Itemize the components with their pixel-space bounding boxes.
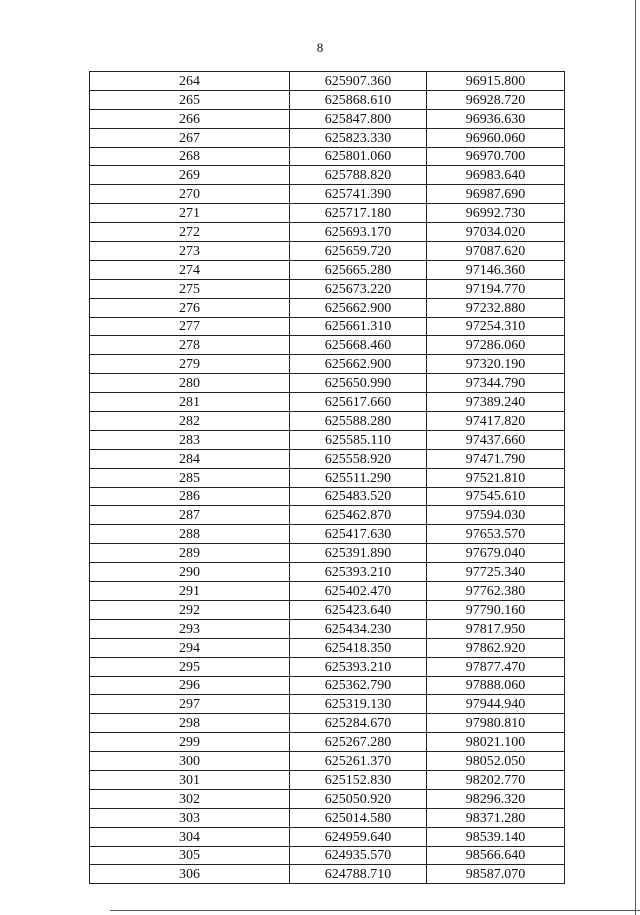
x-coordinate-cell: 625284.670 [290,714,427,733]
point-number-cell: 303 [90,808,290,827]
point-number-cell: 273 [90,242,290,261]
y-coordinate-cell: 97437.660 [427,430,565,449]
x-coordinate-cell: 625659.720 [290,242,427,261]
y-coordinate-cell: 96987.690 [427,185,565,204]
table-row [90,355,565,374]
y-coordinate-cell: 97034.020 [427,223,565,242]
point-number-cell: 301 [90,770,290,789]
point-number-cell: 293 [90,619,290,638]
y-coordinate-cell: 98371.280 [427,808,565,827]
table-row [90,204,565,223]
y-coordinate-cell: 96970.700 [427,147,565,166]
y-coordinate-cell: 98296.320 [427,789,565,808]
point-number-cell: 265 [90,90,290,109]
point-number-cell: 295 [90,657,290,676]
y-coordinate-cell: 97888.060 [427,676,565,695]
point-number-cell: 284 [90,449,290,468]
table-row [90,128,565,147]
y-coordinate-cell: 98539.140 [427,827,565,846]
x-coordinate-cell: 625801.060 [290,147,427,166]
table-row [90,449,565,468]
x-coordinate-cell: 625788.820 [290,166,427,185]
x-coordinate-cell: 625662.900 [290,298,427,317]
table-row [90,166,565,185]
y-coordinate-cell: 97594.030 [427,506,565,525]
y-coordinate-cell: 96983.640 [427,166,565,185]
y-coordinate-cell: 96992.730 [427,204,565,223]
y-coordinate-cell: 98052.050 [427,752,565,771]
table-row [90,374,565,393]
x-coordinate-cell: 625152.830 [290,770,427,789]
y-coordinate-cell: 97944.940 [427,695,565,714]
table-row [90,317,565,336]
point-number-cell: 296 [90,676,290,695]
point-number-cell: 289 [90,544,290,563]
point-number-cell: 285 [90,468,290,487]
x-coordinate-cell: 625650.990 [290,374,427,393]
y-coordinate-cell: 97254.310 [427,317,565,336]
point-number-cell: 287 [90,506,290,525]
point-number-cell: 275 [90,279,290,298]
y-coordinate-cell: 97320.190 [427,355,565,374]
y-coordinate-cell: 97194.770 [427,279,565,298]
table-row [90,733,565,752]
point-number-cell: 272 [90,223,290,242]
table-row [90,90,565,109]
x-coordinate-cell: 624935.570 [290,846,427,865]
x-coordinate-cell: 625483.520 [290,487,427,506]
point-number-cell: 269 [90,166,290,185]
y-coordinate-cell: 98021.100 [427,733,565,752]
table-row [90,393,565,412]
x-coordinate-cell: 625014.580 [290,808,427,827]
point-number-cell: 302 [90,789,290,808]
x-coordinate-cell: 625267.280 [290,733,427,752]
x-coordinate-cell: 625585.110 [290,430,427,449]
point-number-cell: 294 [90,638,290,657]
x-coordinate-cell: 625050.920 [290,789,427,808]
point-number-cell: 274 [90,260,290,279]
x-coordinate-cell: 625402.470 [290,582,427,601]
coordinates-table [89,71,565,884]
x-coordinate-cell: 625717.180 [290,204,427,223]
point-number-cell: 297 [90,695,290,714]
table-row [90,846,565,865]
y-coordinate-cell: 97471.790 [427,449,565,468]
y-coordinate-cell: 98566.640 [427,846,565,865]
table-row [90,72,565,91]
x-coordinate-cell: 625393.210 [290,563,427,582]
x-coordinate-cell: 625558.920 [290,449,427,468]
y-coordinate-cell: 97877.470 [427,657,565,676]
y-coordinate-cell: 97087.620 [427,242,565,261]
point-number-cell: 286 [90,487,290,506]
x-coordinate-cell: 625823.330 [290,128,427,147]
table-row [90,789,565,808]
y-coordinate-cell: 97653.570 [427,525,565,544]
x-coordinate-cell: 625261.370 [290,752,427,771]
point-number-cell: 276 [90,298,290,317]
table-row [90,147,565,166]
table-row [90,412,565,431]
y-coordinate-cell: 97980.810 [427,714,565,733]
point-number-cell: 288 [90,525,290,544]
table-row [90,582,565,601]
point-number-cell: 283 [90,430,290,449]
table-row [90,600,565,619]
table-row [90,827,565,846]
point-number-cell: 291 [90,582,290,601]
y-coordinate-cell: 97232.880 [427,298,565,317]
table-row [90,525,565,544]
coordinates-table-body [90,72,565,884]
point-number-cell: 278 [90,336,290,355]
point-number-cell: 292 [90,600,290,619]
table-row [90,563,565,582]
table-row [90,430,565,449]
table-row [90,865,565,884]
x-coordinate-cell: 625393.210 [290,657,427,676]
scan-edge-right [635,0,636,915]
x-coordinate-cell: 625693.170 [290,223,427,242]
x-coordinate-cell: 625423.640 [290,600,427,619]
point-number-cell: 279 [90,355,290,374]
table-row [90,242,565,261]
y-coordinate-cell: 97725.340 [427,563,565,582]
x-coordinate-cell: 625673.220 [290,279,427,298]
point-number-cell: 277 [90,317,290,336]
x-coordinate-cell: 625741.390 [290,185,427,204]
x-coordinate-cell: 625847.800 [290,109,427,128]
x-coordinate-cell: 624959.640 [290,827,427,846]
x-coordinate-cell: 625661.310 [290,317,427,336]
point-number-cell: 271 [90,204,290,223]
table-row [90,506,565,525]
y-coordinate-cell: 97521.810 [427,468,565,487]
x-coordinate-cell: 625617.660 [290,393,427,412]
x-coordinate-cell: 625418.350 [290,638,427,657]
x-coordinate-cell: 625434.230 [290,619,427,638]
point-number-cell: 281 [90,393,290,412]
table-row [90,223,565,242]
table-row [90,298,565,317]
point-number-cell: 304 [90,827,290,846]
y-coordinate-cell: 97790.160 [427,600,565,619]
y-coordinate-cell: 96928.720 [427,90,565,109]
point-number-cell: 305 [90,846,290,865]
x-coordinate-cell: 624788.710 [290,865,427,884]
x-coordinate-cell: 625362.790 [290,676,427,695]
y-coordinate-cell: 98587.070 [427,865,565,884]
point-number-cell: 270 [90,185,290,204]
table-row [90,638,565,657]
point-number-cell: 298 [90,714,290,733]
y-coordinate-cell: 97545.610 [427,487,565,506]
table-row [90,808,565,827]
x-coordinate-cell: 625588.280 [290,412,427,431]
y-coordinate-cell: 97679.040 [427,544,565,563]
table-row [90,185,565,204]
scan-edge-bottom [110,910,640,911]
point-number-cell: 300 [90,752,290,771]
point-number-cell: 267 [90,128,290,147]
x-coordinate-cell: 625391.890 [290,544,427,563]
table-row [90,695,565,714]
y-coordinate-cell: 96960.060 [427,128,565,147]
x-coordinate-cell: 625662.900 [290,355,427,374]
y-coordinate-cell: 96936.630 [427,109,565,128]
x-coordinate-cell: 625417.630 [290,525,427,544]
x-coordinate-cell: 625665.280 [290,260,427,279]
y-coordinate-cell: 97817.950 [427,619,565,638]
y-coordinate-cell: 97286.060 [427,336,565,355]
table-row [90,336,565,355]
table-row [90,714,565,733]
point-number-cell: 264 [90,72,290,91]
x-coordinate-cell: 625319.130 [290,695,427,714]
point-number-cell: 306 [90,865,290,884]
table-row [90,770,565,789]
table-row [90,109,565,128]
point-number-cell: 282 [90,412,290,431]
y-coordinate-cell: 97762.380 [427,582,565,601]
table-row [90,676,565,695]
point-number-cell: 268 [90,147,290,166]
table-row [90,657,565,676]
table-row [90,279,565,298]
table-row [90,619,565,638]
point-number-cell: 280 [90,374,290,393]
y-coordinate-cell: 98202.770 [427,770,565,789]
x-coordinate-cell: 625668.460 [290,336,427,355]
x-coordinate-cell: 625868.610 [290,90,427,109]
y-coordinate-cell: 97862.920 [427,638,565,657]
point-number-cell: 299 [90,733,290,752]
table-row [90,544,565,563]
table-row [90,487,565,506]
x-coordinate-cell: 625462.870 [290,506,427,525]
y-coordinate-cell: 97344.790 [427,374,565,393]
y-coordinate-cell: 97389.240 [427,393,565,412]
x-coordinate-cell: 625511.290 [290,468,427,487]
x-coordinate-cell: 625907.360 [290,72,427,91]
y-coordinate-cell: 97417.820 [427,412,565,431]
point-number-cell: 290 [90,563,290,582]
table-row [90,260,565,279]
page-number: 8 [316,40,324,55]
y-coordinate-cell: 96915.800 [427,72,565,91]
table-row [90,468,565,487]
table-row [90,752,565,771]
y-coordinate-cell: 97146.360 [427,260,565,279]
point-number-cell: 266 [90,109,290,128]
